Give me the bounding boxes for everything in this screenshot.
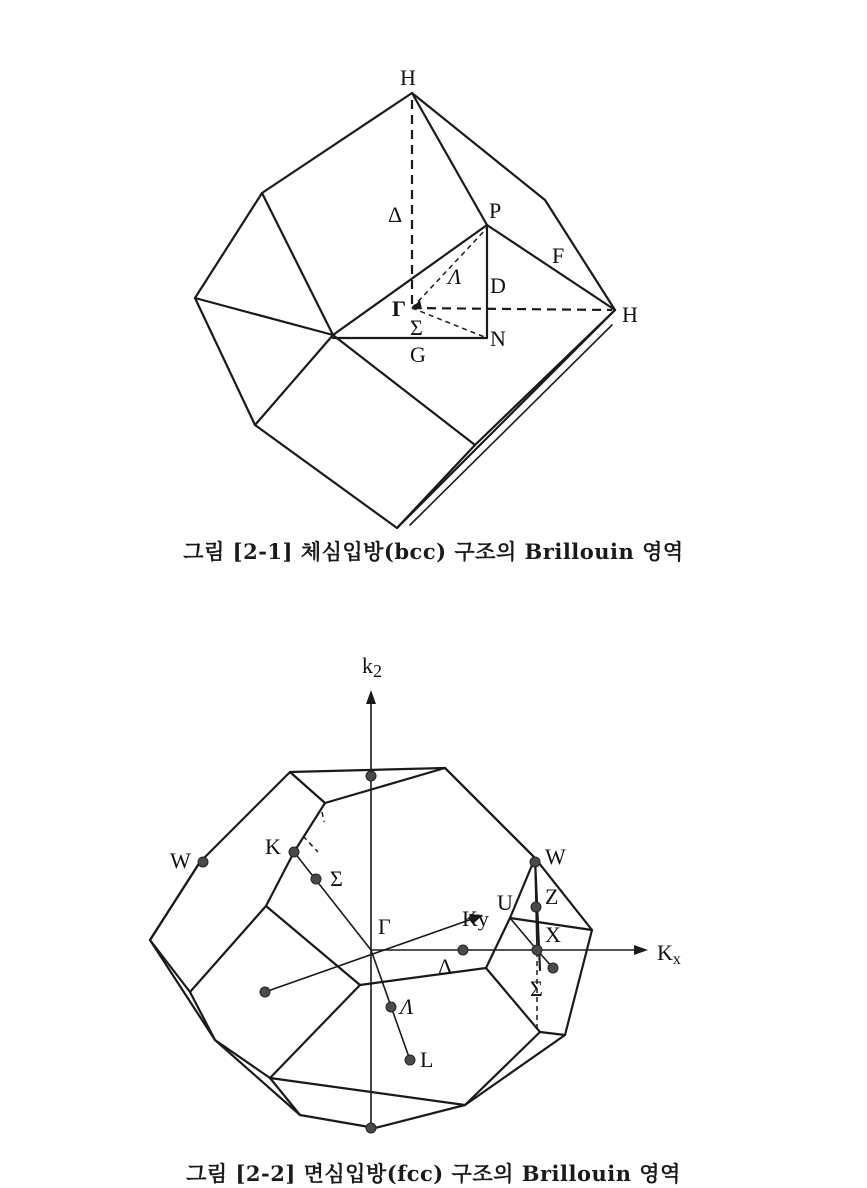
label-N: N bbox=[490, 326, 506, 351]
point-Sigma2-dot bbox=[548, 963, 558, 973]
label-H-top: H bbox=[400, 65, 416, 90]
label-Lambda: Λ bbox=[448, 264, 462, 289]
label-F: F bbox=[552, 243, 565, 268]
point-Lambda-dot bbox=[386, 1002, 396, 1012]
label-H-right: H bbox=[622, 302, 638, 327]
gamma-arrowhead-icon bbox=[412, 300, 422, 309]
point-W-right-dot bbox=[530, 857, 540, 867]
label-P: P bbox=[489, 198, 502, 223]
label-Sigma: Σ bbox=[330, 866, 343, 891]
label-L: L bbox=[420, 1047, 434, 1072]
point-W-left-dot bbox=[198, 857, 208, 867]
label-Z: Z bbox=[545, 884, 559, 909]
bcc-brillouin-figure bbox=[0, 0, 867, 580]
label-Delta: Δ bbox=[438, 954, 453, 979]
label-kz: k2 bbox=[362, 653, 382, 681]
bcc-dashed-paths bbox=[412, 100, 612, 338]
point-Z-dot bbox=[531, 902, 541, 912]
point-ky-origin-dot bbox=[260, 987, 270, 997]
bcc-brillouin-diagram bbox=[0, 0, 867, 580]
point-L-dot bbox=[405, 1055, 415, 1065]
label-ky: Ky bbox=[462, 906, 489, 931]
label-D: D bbox=[490, 273, 506, 298]
label-G: G bbox=[410, 342, 426, 367]
figure-caption-fcc: 그림 [2-2] 면심입방(fcc) 구조의 Brillouin 영역 bbox=[186, 1161, 681, 1186]
label-Gamma: Γ bbox=[378, 914, 391, 939]
point-top-dot bbox=[366, 771, 376, 781]
label-Sigma2: Σ bbox=[530, 976, 543, 1001]
fcc-axes bbox=[265, 690, 648, 1130]
fcc-brillouin-figure bbox=[0, 600, 867, 1187]
label-W-right: W bbox=[545, 844, 566, 869]
point-K-dot bbox=[289, 847, 299, 857]
label-Gamma: Γ bbox=[392, 296, 406, 321]
label-Lambda: Λ bbox=[400, 994, 414, 1019]
label-kx: Kx bbox=[657, 940, 681, 968]
label-U: U bbox=[497, 890, 513, 915]
point-Delta-dot bbox=[458, 945, 468, 955]
point-X-dot bbox=[532, 945, 542, 955]
label-Sigma: Σ bbox=[410, 315, 423, 340]
point-Sigma-dot bbox=[311, 874, 321, 884]
figure-caption-bcc: 그림 [2-1] 체심입방(bcc) 구조의 Brillouin 영역 bbox=[183, 539, 684, 564]
point-bottom-dot bbox=[366, 1123, 376, 1133]
fcc-brillouin-diagram bbox=[0, 600, 867, 1187]
kz-arrowhead-icon bbox=[366, 690, 376, 704]
kx-arrowhead-icon bbox=[634, 945, 648, 955]
label-W-left: W bbox=[170, 848, 191, 873]
label-Delta: Δ bbox=[388, 202, 403, 227]
label-X: X bbox=[545, 922, 561, 947]
label-K: K bbox=[265, 834, 281, 859]
